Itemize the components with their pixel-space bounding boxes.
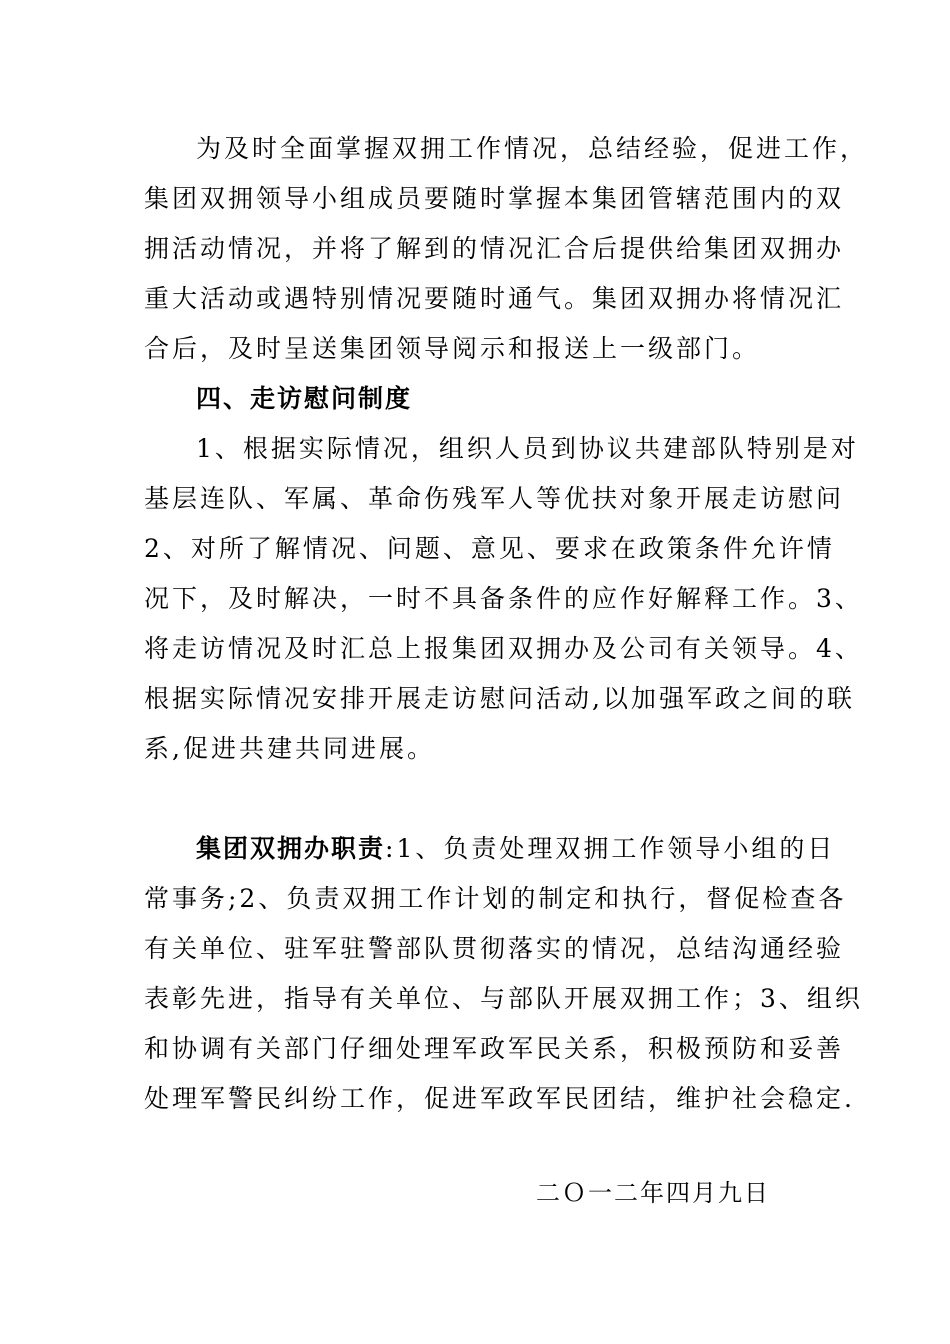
duties-line-2: 常事务;2、负责双拥工作计划的制定和执行，督促检查各 — [144, 884, 847, 913]
duties-line-4: 表彰先进，指导有关单位、与部队开展双拥工作；3、组织 — [144, 984, 863, 1013]
report-line-3: 拥活动情况，并将了解到的情况汇合后提供给集团双拥办 — [144, 234, 845, 263]
section-four-line-3: 2、对所了解情况、问题、意见、要求在政策条件允许情 — [144, 534, 835, 563]
duties-label: 集团双拥办职责 — [196, 834, 386, 863]
section-four-line-1: 1、根据实际情况，组织人员到协议共建部队特别是对 — [196, 434, 859, 463]
duties-line-3: 有关单位、驻军驻警部队贯彻落实的情况，总结沟通经验 — [144, 934, 845, 963]
document-date: 二Ｏ一二年四月九日 — [536, 1179, 770, 1207]
duties-line-5: 和协调有关部门仔细处理军政军民关系，积极预防和妥善 — [144, 1034, 845, 1063]
report-line-2: 集团双拥领导小组成员要随时掌握本集团管辖范围内的双 — [144, 184, 845, 213]
report-line-5: 合后，及时呈送集团领导阅示和报送上一级部门。 — [144, 334, 761, 363]
duties-line-6: 处理军警民纠纷工作，促进军政军民团结，维护社会稳定. — [144, 1084, 855, 1113]
section-four-line-2: 基层连队、军属、革命伤残军人等优扶对象开展走访慰问 — [144, 484, 845, 513]
section-four-line-6: 根据实际情况安排开展走访慰问活动,以加强军政之间的联 — [144, 684, 855, 713]
report-line-1: 为及时全面掌握双拥工作情况，总结经验，促进工作， — [196, 134, 869, 163]
section-four-heading: 四、走访慰问制度 — [196, 384, 413, 413]
duties-first-line — [196, 829, 835, 869]
report-line-4: 重大活动或遇特别情况要随时通气。集团双拥办将情况汇 — [144, 284, 845, 313]
duties-first-line-text: :1、负责处理双拥工作领导小组的日 — [385, 834, 836, 863]
section-four-line-4: 况下，及时解决，一时不具备条件的应作好解释工作。3、 — [144, 584, 863, 613]
section-four-line-5: 将走访情况及时汇总上报集团双拥办及公司有关领导。4、 — [144, 634, 863, 663]
section-four-line-7: 系,促进共建共同进展。 — [144, 734, 435, 763]
